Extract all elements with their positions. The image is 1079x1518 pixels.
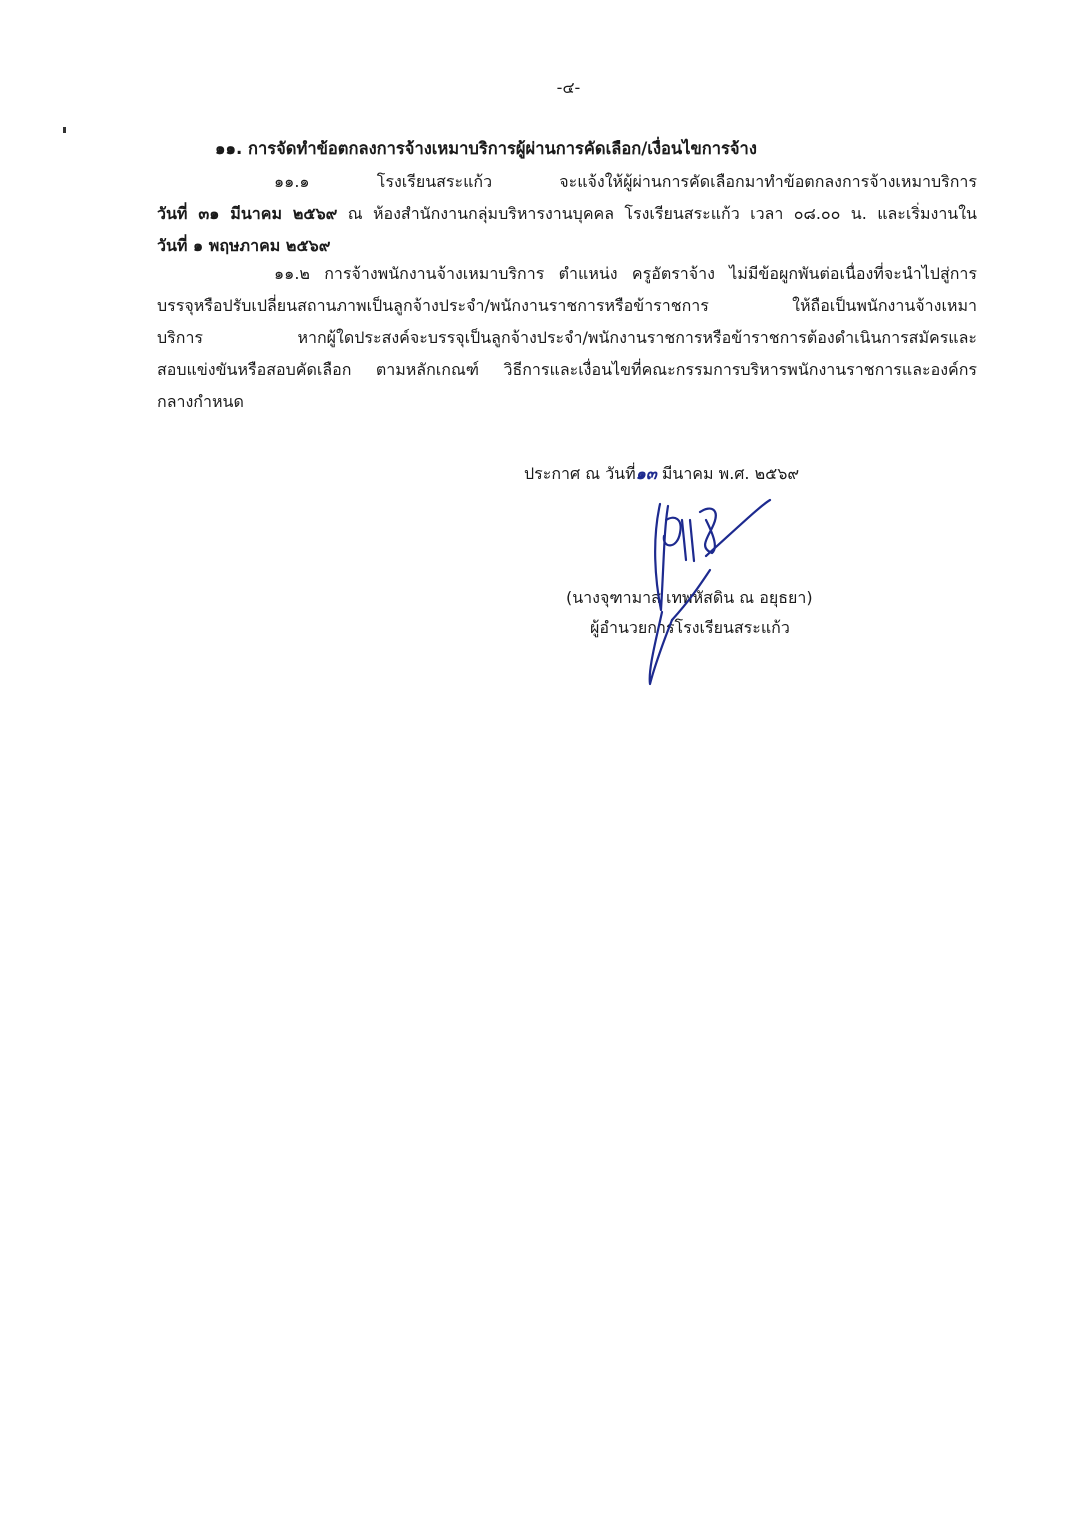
paragraph-line: กลางกำหนด <box>157 392 244 411</box>
paragraph-text: ณ ห้องสำนักงานกลุ่มบริหารงานบุคคล โรงเรียนสระแก้ว เวลา ๐๘.๐๐ น. และเริ่มงานใน <box>337 204 977 223</box>
paragraph-line: บริการ หากผู้ใดประสงค์จะบรรจุเป็นลูกจ้างประจำ/พนักงานราชการหรือข้าราชการต้องดำเนินการสมัครและ <box>157 328 977 347</box>
announce-prefix: ประกาศ ณ วันที่ <box>524 464 636 483</box>
announcement-date <box>524 462 799 487</box>
handwritten-day: ๑๓ <box>635 464 657 483</box>
scan-mark <box>63 127 66 133</box>
paragraph-line <box>157 198 977 230</box>
paragraph-line: ๑๑.๒ การจ้างพนักงานจ้างเหมาบริการ ตำแหน่ง ครูอัตราจ้าง ไม่มีข้อผูกพันต่อเนื่องที่จะนำไปสู่การ <box>274 264 977 283</box>
paragraph-line: ๑๑.๑ โรงเรียนสระแก้ว จะแจ้งให้ผู้ผ่านการคัดเลือกมาทำข้อตกลงการจ้างเหมาบริการ <box>274 172 977 191</box>
announce-suffix: มีนาคม พ.ศ. ๒๕๖๙ <box>656 464 800 483</box>
signatory-name: (นางจุฑามาส เทพหัสดิน ณ อยุธยา) <box>566 588 813 607</box>
paragraph-line: บรรจุหรือปรับเปลี่ยนสถานภาพเป็นลูกจ้างประจำ/พนักงานราชการหรือข้าราชการ ให้ถือเป็นพนักงานจ้างเหมา <box>157 296 977 315</box>
paragraph-line: สอบแข่งขันหรือสอบคัดเลือก ตามหลักเกณฑ์ วิธีการและเงื่อนไขที่คณะกรรมการบริหารพนักงานราชการและองค์กร <box>157 360 977 379</box>
page-number: -๔- <box>556 78 581 97</box>
contract-date: วันที่ ๓๑ มีนาคม ๒๕๖๙ <box>157 204 338 223</box>
paragraph-11-2 <box>157 258 977 418</box>
signatory-position: ผู้อำนวยการโรงเรียนสระแก้ว <box>590 618 790 637</box>
start-date: วันที่ ๑ พฤษภาคม ๒๕๖๙ <box>157 236 331 255</box>
paragraph-11-1 <box>157 166 977 262</box>
section-heading: ๑๑. การจัดทำข้อตกลงการจ้างเหมาบริการผู้ผ่านการคัดเลือก/เงื่อนไขการจ้าง <box>215 139 757 158</box>
